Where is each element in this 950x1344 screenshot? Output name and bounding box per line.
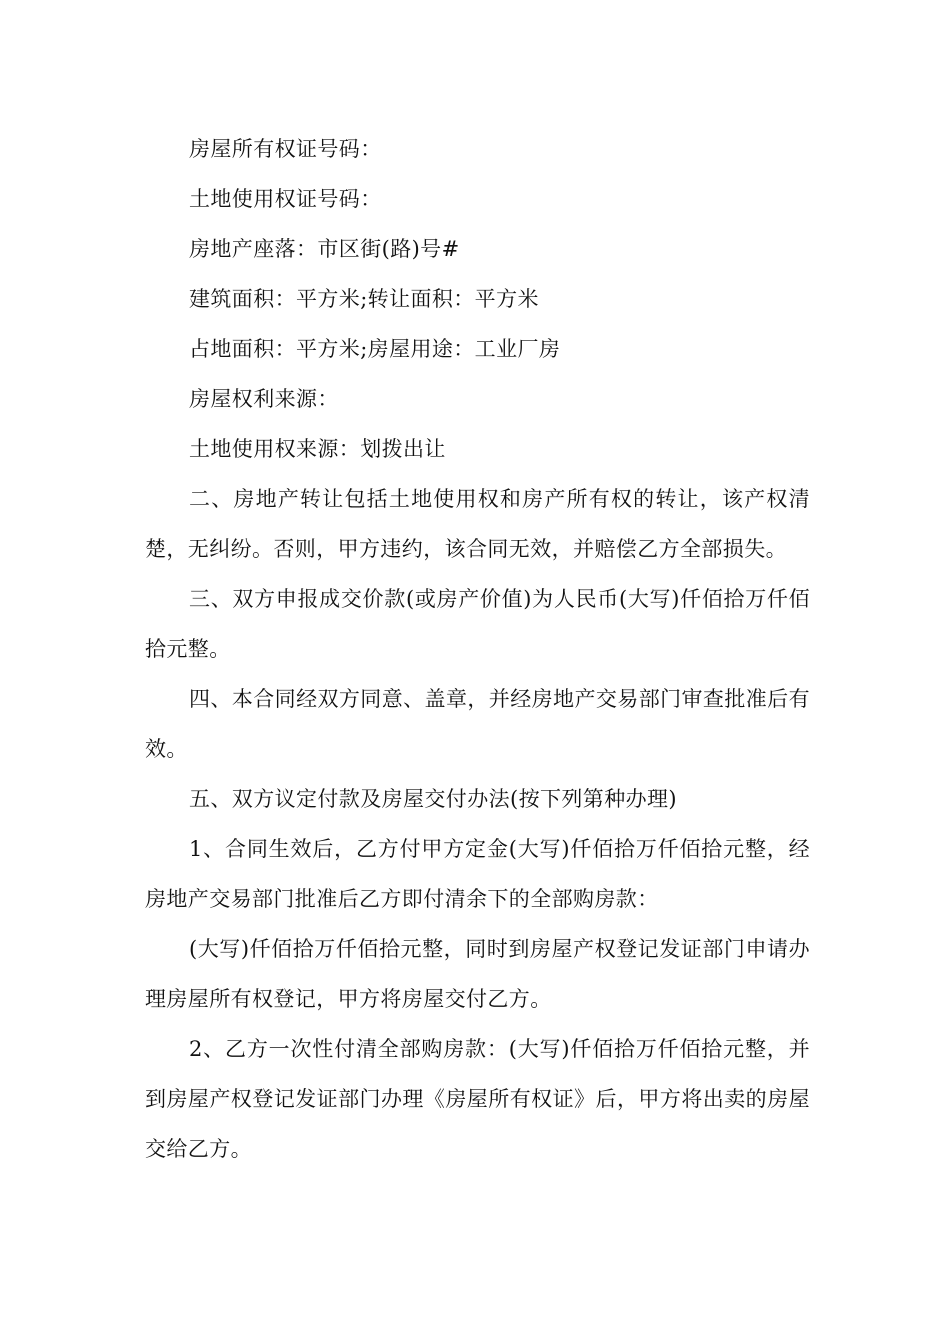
paragraph-land-area-usage: 占地面积：平方米;房屋用途：工业厂房 bbox=[189, 337, 561, 361]
paragraph-building-area: 建筑面积：平方米;转让面积：平方米 bbox=[189, 287, 539, 311]
paragraph-payment-option-1-cont: (大写)仟佰拾万仟佰拾元整，同时到房屋产权登记发证部门申请办理房屋所有权登记，甲方将房屋交付乙方。 bbox=[145, 937, 810, 1011]
paragraph-clause-2: 二、房地产转让包括土地使用权和房产所有权的转让，该产权清楚，无纠纷。否则，甲方违约，该合同无效，并赔偿乙方全部损失。 bbox=[145, 487, 810, 561]
paragraph-land-use-rights-source: 土地使用权来源：划拨出让 bbox=[189, 437, 446, 461]
document-body bbox=[145, 124, 810, 1174]
paragraph-clause-4: 四、本合同经双方同意、盖章，并经房地产交易部门审查批准后有效。 bbox=[145, 687, 810, 761]
paragraph-payment-option-1: 1、合同生效后，乙方付甲方定金(大写)仟佰拾万仟佰拾元整，经房地产交易部门批准后乙方即付清余下的全部购房款： bbox=[145, 837, 810, 911]
paragraph-clause-3: 三、双方申报成交价款(或房产价值)为人民币(大写)仟佰拾万仟佰拾元整。 bbox=[145, 587, 810, 661]
paragraph-house-rights-source: 房屋权利来源： bbox=[189, 387, 339, 411]
paragraph-clause-5: 五、双方议定付款及房屋交付办法(按下列第种办理) bbox=[189, 787, 677, 811]
paragraph-ownership-cert-no: 房屋所有权证号码： bbox=[189, 137, 382, 161]
paragraph-property-location: 房地产座落：市区街(路)号# bbox=[189, 237, 460, 261]
paragraph-land-use-cert-no: 土地使用权证号码： bbox=[189, 187, 382, 211]
paragraph-payment-option-2: 2、乙方一次性付清全部购房款：(大写)仟佰拾万仟佰拾元整，并到房屋产权登记发证部门办理《房屋所有权证》后，甲方将出卖的房屋交给乙方。 bbox=[145, 1037, 810, 1161]
